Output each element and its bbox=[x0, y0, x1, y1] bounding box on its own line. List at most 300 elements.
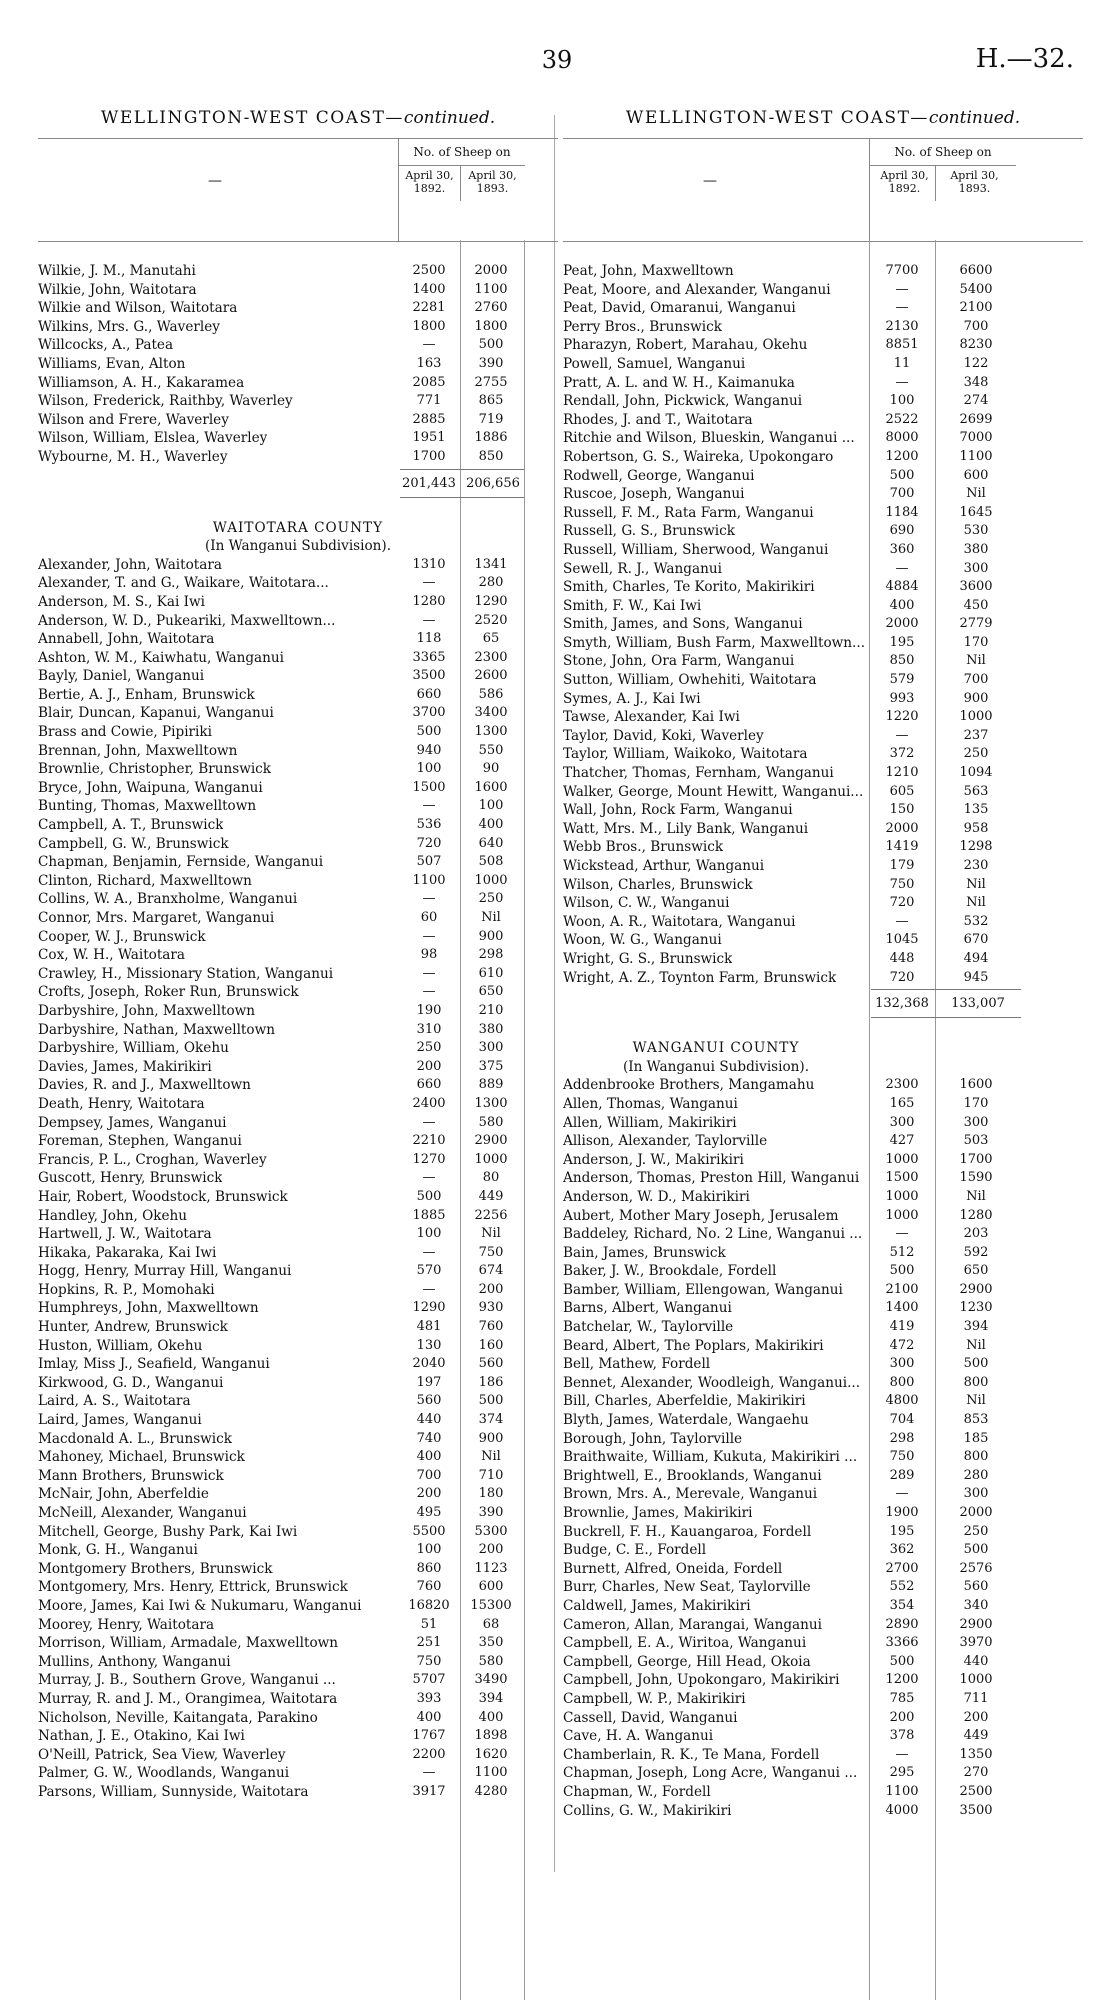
sheep-count-1893: 3500 bbox=[959, 1802, 993, 1818]
table-row bbox=[563, 1392, 1083, 1411]
table-row bbox=[38, 1188, 558, 1207]
owner-name: Mann Brothers, Brunswick bbox=[38, 1467, 224, 1484]
sheep-count-1893: 449 bbox=[963, 1728, 989, 1744]
sheep-count-1893: 1600 bbox=[474, 779, 508, 795]
sheep-count-1892: — bbox=[422, 798, 436, 814]
sheep-count-1893: 170 bbox=[963, 1095, 989, 1111]
owner-name: Brownlie, Christopher, Brunswick bbox=[38, 761, 272, 778]
owner-name: Cooper, W. J., Brunswick bbox=[38, 928, 206, 945]
table-row bbox=[38, 1467, 558, 1486]
sheep-count-1893: 500 bbox=[478, 1393, 504, 1409]
table-row bbox=[563, 634, 1083, 653]
table-row bbox=[38, 318, 558, 337]
table-row bbox=[38, 1076, 558, 1095]
sheep-count-1892: — bbox=[895, 560, 909, 576]
sheep-count-1892: 100 bbox=[889, 393, 915, 409]
sheep-count-1893: 2100 bbox=[959, 300, 993, 316]
sheep-count-1893: Nil bbox=[966, 895, 986, 911]
left-header-col1: April 30, 1892. bbox=[405, 169, 454, 195]
owner-name: Alexander, John, Waitotara bbox=[38, 556, 222, 573]
owner-name: Thatcher, Thomas, Fernham, Wanganui bbox=[563, 765, 834, 782]
right-subtotal-rule-bottom bbox=[871, 1017, 1021, 1018]
sheep-count-1893: 210 bbox=[478, 1002, 504, 1018]
left-table-header bbox=[38, 138, 558, 242]
sheep-count-1893: 274 bbox=[963, 393, 989, 409]
sheep-count-1892: 2130 bbox=[885, 318, 919, 334]
table-row bbox=[38, 1727, 558, 1746]
table-row bbox=[38, 1392, 558, 1411]
left-county-subdivision: (In Wanganui Subdivision). bbox=[204, 538, 392, 555]
owner-name: Dempsey, James, Wanganui bbox=[38, 1114, 227, 1131]
sheep-count-1892: 195 bbox=[889, 634, 915, 650]
sheep-count-1893: 2000 bbox=[474, 263, 508, 278]
sheep-count-1892: 2885 bbox=[412, 411, 446, 427]
table-row bbox=[563, 671, 1083, 690]
owner-name: Cameron, Allan, Marangai, Wanganui bbox=[563, 1616, 823, 1633]
owner-name: Buckrell, F. H., Kauangaroa, Fordell bbox=[563, 1523, 812, 1540]
table-row bbox=[563, 931, 1083, 950]
sheep-count-1893: 865 bbox=[478, 393, 504, 409]
sheep-count-1892: 800 bbox=[889, 1374, 915, 1390]
sheep-count-1893: 945 bbox=[963, 969, 989, 985]
owner-name: Smyth, William, Bush Farm, Maxwelltown... bbox=[563, 634, 866, 651]
sheep-count-1893: 170 bbox=[963, 634, 989, 650]
sheep-count-1893: 560 bbox=[478, 1356, 504, 1372]
table-row bbox=[563, 950, 1083, 969]
sheep-count-1893: 80 bbox=[482, 1170, 500, 1186]
sheep-count-1893: 508 bbox=[478, 854, 504, 870]
table-row bbox=[563, 1337, 1083, 1356]
left-section-heading: WELLINGTON-WEST COAST—continued. bbox=[100, 108, 496, 128]
sheep-count-1892: 372 bbox=[889, 746, 915, 762]
sheep-count-1893: Nil bbox=[966, 876, 986, 892]
sheep-count-1893: 298 bbox=[478, 947, 504, 963]
table-row bbox=[38, 872, 558, 891]
sheep-count-1893: 900 bbox=[478, 1430, 504, 1446]
left-header-col2: April 30, 1893. bbox=[468, 169, 517, 195]
sheep-count-1893: 2900 bbox=[474, 1133, 508, 1149]
owner-name: Woon, W. G., Wanganui bbox=[563, 932, 722, 949]
owner-name: Blyth, James, Waterdale, Wangaehu bbox=[563, 1412, 809, 1429]
table-row bbox=[563, 411, 1083, 430]
sheep-count-1892: 850 bbox=[889, 653, 915, 669]
owner-name: Cassell, David, Wanganui bbox=[563, 1709, 738, 1726]
owner-name: Darbyshire, William, Okehu bbox=[38, 1040, 229, 1057]
sheep-count-1893: 586 bbox=[478, 686, 504, 702]
owner-name: Robertson, G. S., Waireka, Upokongaro bbox=[563, 448, 834, 465]
table-row bbox=[563, 336, 1083, 355]
table-row bbox=[563, 1225, 1083, 1244]
sheep-count-1892: 8851 bbox=[885, 337, 919, 353]
sheep-count-1893: 550 bbox=[478, 742, 504, 758]
owner-name: Smith, James, and Sons, Wanganui bbox=[563, 616, 803, 633]
sheep-count-1892: 1400 bbox=[885, 1300, 919, 1316]
sheep-count-1892: 300 bbox=[889, 1356, 915, 1372]
table-row bbox=[563, 560, 1083, 579]
owner-name: Humphreys, John, Maxwelltown bbox=[38, 1300, 259, 1317]
table-row bbox=[563, 1188, 1083, 1207]
table-row bbox=[563, 1076, 1083, 1095]
sheep-count-1892: — bbox=[895, 913, 909, 929]
sheep-count-1892: 495 bbox=[416, 1505, 442, 1520]
table-row bbox=[563, 1411, 1083, 1430]
table-row bbox=[38, 890, 558, 909]
sheep-count-1892: 197 bbox=[416, 1374, 442, 1390]
sheep-count-1893: 1094 bbox=[959, 765, 993, 781]
owner-name: Francis, P. L., Croghan, Waverley bbox=[38, 1151, 267, 1168]
owner-name: Brightwell, E., Brooklands, Wanganui bbox=[563, 1467, 822, 1484]
sheep-count-1892: 130 bbox=[416, 1337, 442, 1353]
owner-name: Collins, G. W., Makirikiri bbox=[563, 1802, 732, 1819]
sheep-count-1892: 660 bbox=[416, 1077, 442, 1093]
owner-name: Anderson, M. S., Kai Iwi bbox=[38, 593, 206, 610]
sheep-count-1892: — bbox=[895, 281, 909, 297]
sheep-count-1893: 65 bbox=[482, 631, 500, 647]
sheep-count-1893: 592 bbox=[963, 1244, 989, 1260]
sheep-count-1892: 690 bbox=[889, 523, 915, 539]
owner-name: Imlay, Miss J., Seafield, Wanganui bbox=[38, 1356, 270, 1373]
right-subtotal-1893: 133,007 bbox=[951, 996, 1005, 1012]
table-row bbox=[563, 1727, 1083, 1746]
sheep-count-1892: 720 bbox=[416, 835, 442, 851]
sheep-count-1892: 4800 bbox=[885, 1393, 919, 1409]
sheep-count-1892: 2200 bbox=[412, 1746, 446, 1762]
owner-name: Brass and Cowie, Pipiriki bbox=[38, 724, 212, 741]
sheep-count-1893: 719 bbox=[478, 411, 504, 427]
sheep-count-1893: 1280 bbox=[959, 1207, 993, 1223]
sheep-count-1893: 900 bbox=[478, 928, 504, 944]
sheep-count-1893: 230 bbox=[963, 858, 989, 873]
table-row bbox=[38, 983, 558, 1002]
sheep-count-1893: 380 bbox=[963, 541, 989, 557]
sheep-count-1893: 710 bbox=[478, 1467, 504, 1483]
sheep-count-1892: 500 bbox=[889, 1263, 915, 1279]
sheep-count-1892: 60 bbox=[420, 910, 438, 925]
table-row bbox=[38, 1709, 558, 1728]
sheep-count-1892: — bbox=[422, 891, 436, 907]
sheep-count-1893: 1350 bbox=[959, 1746, 993, 1762]
sheep-count-1893: 1620 bbox=[474, 1746, 508, 1762]
sheep-count-1893: 1100 bbox=[959, 448, 993, 464]
sheep-count-1892: 1045 bbox=[885, 932, 919, 948]
sheep-count-1893: 580 bbox=[478, 1114, 504, 1130]
owner-name: Borough, John, Taylorville bbox=[563, 1430, 743, 1447]
owner-name: Bill, Charles, Aberfeldie, Makirikiri bbox=[563, 1393, 806, 1410]
sheep-count-1893: 3490 bbox=[474, 1672, 508, 1688]
sheep-count-1893: 1100 bbox=[474, 281, 508, 297]
table-row bbox=[563, 913, 1083, 932]
sheep-count-1892: 1800 bbox=[412, 318, 446, 334]
sheep-count-1892: 993 bbox=[889, 690, 915, 706]
table-row bbox=[563, 429, 1083, 448]
sheep-count-1893: 503 bbox=[963, 1133, 989, 1149]
table-row bbox=[563, 1616, 1083, 1635]
owner-name: Allen, William, Makirikiri bbox=[563, 1114, 737, 1131]
sheep-count-1893: 1290 bbox=[474, 593, 508, 609]
sheep-count-1892: 1500 bbox=[885, 1170, 919, 1186]
sheep-count-1893: Nil bbox=[966, 486, 986, 502]
table-row bbox=[38, 1337, 558, 1356]
sheep-count-1893: 400 bbox=[478, 1709, 504, 1725]
sheep-count-1892: — bbox=[895, 1226, 909, 1242]
sheep-count-1892: — bbox=[422, 1244, 436, 1260]
sheep-count-1892: 150 bbox=[889, 802, 915, 818]
owner-name: Anderson, W. D., Makirikiri bbox=[563, 1188, 750, 1205]
table-row bbox=[563, 1448, 1083, 1467]
table-row bbox=[38, 1541, 558, 1560]
owner-name: Chapman, Benjamin, Fernside, Wanganui bbox=[38, 854, 324, 871]
owner-name: Wickstead, Arthur, Wanganui bbox=[563, 858, 765, 874]
sheep-count-1893: 2520 bbox=[474, 612, 508, 628]
left-column bbox=[38, 108, 558, 1802]
table-row bbox=[563, 1653, 1083, 1672]
sheep-count-1893: 1300 bbox=[474, 1095, 508, 1111]
owner-name: Rhodes, J. and T., Waitotara bbox=[563, 411, 753, 428]
owner-name: Cox, W. H., Waitotara bbox=[38, 947, 186, 964]
table-row bbox=[38, 835, 558, 854]
table-row bbox=[563, 541, 1083, 560]
table-row bbox=[38, 1448, 558, 1467]
owner-name: Crofts, Joseph, Roker Run, Brunswick bbox=[38, 984, 299, 1001]
table-row bbox=[38, 1262, 558, 1281]
owner-name: Barns, Albert, Wanganui bbox=[563, 1300, 732, 1317]
owner-name: Chapman, Joseph, Long Acre, Wanganui ... bbox=[563, 1765, 858, 1782]
table-row bbox=[38, 1374, 558, 1393]
sheep-count-1893: 530 bbox=[963, 523, 989, 539]
sheep-count-1893: 670 bbox=[963, 932, 989, 948]
table-row bbox=[563, 894, 1083, 913]
owner-name: Morrison, William, Armadale, Maxwelltown bbox=[38, 1635, 339, 1652]
owner-name: Peat, John, Maxwelltown bbox=[563, 263, 734, 279]
sheep-count-1893: 270 bbox=[963, 1765, 989, 1781]
sheep-count-1893: 1886 bbox=[474, 430, 508, 446]
table-row bbox=[563, 318, 1083, 337]
sheep-count-1892: — bbox=[422, 965, 436, 981]
owner-name: Hopkins, R. P., Momohaki bbox=[38, 1281, 215, 1298]
owner-name: Campbell, A. T., Brunswick bbox=[38, 817, 224, 834]
owner-name: Murray, R. and J. M., Orangimea, Waitotara bbox=[38, 1690, 338, 1707]
owner-name: Moorey, Henry, Waitotara bbox=[38, 1616, 215, 1633]
owner-name: Wybourne, M. H., Waverley bbox=[38, 448, 228, 465]
sheep-count-1893: 250 bbox=[963, 1523, 989, 1539]
owner-name: Sewell, R. J., Wanganui bbox=[563, 560, 722, 577]
table-row bbox=[38, 686, 558, 705]
left-county-heading bbox=[38, 519, 558, 556]
sheep-count-1893: 563 bbox=[963, 783, 989, 799]
sheep-count-1892: 1290 bbox=[412, 1300, 446, 1316]
sheep-count-1892: 16820 bbox=[408, 1597, 450, 1613]
owner-name: Pratt, A. L. and W. H., Kaimanuka bbox=[563, 374, 795, 391]
table-row bbox=[38, 1244, 558, 1263]
sheep-count-1893: 400 bbox=[478, 817, 504, 833]
sheep-count-1892: 1885 bbox=[412, 1207, 446, 1223]
sheep-count-1893: 2600 bbox=[474, 668, 508, 684]
sheep-count-1892: 1700 bbox=[412, 448, 446, 464]
sheep-count-1893: 3400 bbox=[474, 705, 508, 721]
owner-name: Wilkie, J. M., Manutahi bbox=[38, 263, 196, 279]
table-row bbox=[38, 1039, 558, 1058]
sheep-count-1893: 958 bbox=[963, 820, 989, 836]
table-row bbox=[38, 1690, 558, 1709]
sheep-count-1892: 1184 bbox=[885, 504, 919, 520]
sheep-count-1892: 200 bbox=[416, 1486, 442, 1502]
table-row bbox=[38, 1764, 558, 1783]
table-row bbox=[563, 1671, 1083, 1690]
sheep-count-1893: 2000 bbox=[959, 1505, 993, 1520]
left-subtotal-rule-bottom bbox=[400, 497, 524, 498]
sheep-count-1892: 512 bbox=[889, 1244, 915, 1260]
owner-name: Wilkie, John, Waitotara bbox=[38, 281, 197, 298]
sheep-count-1892: 118 bbox=[416, 631, 442, 647]
table-row bbox=[563, 392, 1083, 411]
owner-name: Taylor, David, Koki, Waverley bbox=[563, 727, 764, 744]
table-row bbox=[38, 1653, 558, 1672]
owner-name: Wilson, Frederick, Raithby, Waverley bbox=[38, 393, 293, 410]
sheep-count-1893: 650 bbox=[963, 1263, 989, 1279]
sheep-count-1892: 940 bbox=[416, 742, 442, 758]
sheep-count-1892: 500 bbox=[416, 724, 442, 740]
right-subtotal-row bbox=[563, 987, 1083, 1025]
owner-name: Ruscoe, Joseph, Wanganui bbox=[563, 486, 745, 503]
table-row bbox=[38, 281, 558, 300]
sheep-count-1892: 1100 bbox=[885, 1783, 919, 1799]
owner-name: Mitchell, George, Bushy Park, Kai Iwi bbox=[38, 1523, 298, 1540]
sheep-count-1893: 560 bbox=[963, 1579, 989, 1595]
owner-name: Woon, A. R., Waitotara, Wanganui bbox=[563, 913, 796, 930]
owner-name: Campbell, W. P., Makirikiri bbox=[563, 1690, 746, 1707]
table-row bbox=[38, 374, 558, 393]
sheep-count-1892: 310 bbox=[416, 1021, 442, 1037]
table-row bbox=[38, 928, 558, 947]
right-column bbox=[563, 108, 1083, 1820]
owner-name: Hartwell, J. W., Waitotara bbox=[38, 1226, 212, 1243]
owner-name: Wilkie and Wilson, Waitotara bbox=[38, 300, 238, 317]
table-row bbox=[38, 1523, 558, 1542]
sheep-count-1893: 237 bbox=[963, 727, 989, 743]
table-row bbox=[38, 1318, 558, 1337]
table-row bbox=[38, 1058, 558, 1077]
owner-name: Nathan, J. E., Otakino, Kai Iwi bbox=[38, 1728, 245, 1745]
owner-name: Williamson, A. H., Kakaramea bbox=[38, 374, 245, 391]
right-county-heading bbox=[563, 1039, 869, 1076]
sheep-count-1892: 289 bbox=[889, 1467, 915, 1483]
sheep-count-1893: 2900 bbox=[959, 1281, 993, 1297]
table-row bbox=[38, 1671, 558, 1690]
sheep-count-1892: 1280 bbox=[412, 593, 446, 609]
owner-name: McNeill, Alexander, Wanganui bbox=[38, 1505, 247, 1521]
table-row bbox=[563, 355, 1083, 374]
sheep-count-1893: 160 bbox=[478, 1337, 504, 1353]
owner-name: Beard, Albert, The Poplars, Makirikiri bbox=[563, 1337, 824, 1354]
sheep-count-1893: 1800 bbox=[474, 318, 508, 334]
sheep-count-1892: 507 bbox=[416, 854, 442, 870]
right-table-block-2 bbox=[563, 1076, 1083, 1820]
sheep-count-1892: 354 bbox=[889, 1597, 915, 1613]
table-row bbox=[563, 578, 1083, 597]
owner-name: Bain, James, Brunswick bbox=[563, 1244, 726, 1261]
sheep-count-1892: 7700 bbox=[885, 263, 919, 278]
owner-name: Webb Bros., Brunswick bbox=[563, 839, 724, 856]
owner-name: Ashton, W. M., Kaiwhatu, Wanganui bbox=[38, 649, 284, 666]
sheep-count-1893: 5300 bbox=[474, 1523, 508, 1539]
sheep-count-1893: 374 bbox=[478, 1412, 504, 1428]
table-row bbox=[38, 593, 558, 612]
sheep-count-1893: 135 bbox=[963, 802, 989, 818]
table-row bbox=[38, 1560, 558, 1579]
sheep-count-1892: 298 bbox=[889, 1430, 915, 1446]
sheep-count-1892: 3366 bbox=[885, 1635, 919, 1651]
table-row bbox=[563, 1132, 1083, 1151]
table-row bbox=[38, 1169, 558, 1188]
owner-name: Wilson, Charles, Brunswick bbox=[563, 876, 753, 893]
owner-name: Monk, G. H., Wanganui bbox=[38, 1542, 198, 1559]
left-table-block-2 bbox=[38, 556, 558, 1802]
sheep-count-1892: 100 bbox=[416, 761, 442, 777]
table-row bbox=[38, 1430, 558, 1449]
sheep-count-1892: 570 bbox=[416, 1263, 442, 1279]
table-row bbox=[563, 1262, 1083, 1281]
owner-name: Smith, Charles, Te Korito, Makirikiri bbox=[563, 579, 815, 596]
sheep-count-1893: 380 bbox=[478, 1021, 504, 1037]
table-row bbox=[38, 556, 558, 575]
owner-name: McNair, John, Aberfeldie bbox=[38, 1486, 209, 1503]
table-row bbox=[563, 1169, 1083, 1188]
sheep-count-1893: 5400 bbox=[959, 281, 993, 297]
owner-name: Bennet, Alexander, Woodleigh, Wanganui... bbox=[563, 1374, 861, 1391]
table-row bbox=[563, 1802, 1083, 1821]
owner-name: Wilkins, Mrs. G., Waverley bbox=[38, 318, 220, 335]
sheep-count-1892: 362 bbox=[889, 1542, 915, 1558]
sheep-count-1892: 179 bbox=[889, 858, 915, 873]
right-header-col1: April 30, 1892. bbox=[880, 169, 929, 195]
sheep-count-1892: 2400 bbox=[412, 1095, 446, 1111]
sheep-count-1892: — bbox=[422, 575, 436, 591]
sheep-count-1892: — bbox=[895, 1746, 909, 1762]
sheep-count-1893: 900 bbox=[963, 690, 989, 706]
sheep-count-1893: Nil bbox=[966, 1337, 986, 1353]
owner-name: Hogg, Henry, Murray Hill, Wanganui bbox=[38, 1263, 292, 1280]
owner-name: Palmer, G. W., Woodlands, Wanganui bbox=[38, 1765, 290, 1782]
sheep-count-1892: 2085 bbox=[412, 374, 446, 390]
owner-name: Death, Henry, Waitotara bbox=[38, 1095, 205, 1112]
table-row bbox=[38, 723, 558, 742]
table-row bbox=[38, 336, 558, 355]
sheep-count-1892: 1400 bbox=[412, 281, 446, 297]
table-row bbox=[38, 797, 558, 816]
sheep-count-1893: 280 bbox=[478, 575, 504, 591]
owner-name: Kirkwood, G. D., Wanganui bbox=[38, 1374, 224, 1391]
owner-name: Brownlie, James, Makirikiri bbox=[563, 1505, 753, 1521]
sheep-count-1893: 200 bbox=[478, 1281, 504, 1297]
sheep-count-1893: 449 bbox=[478, 1188, 504, 1204]
sheep-count-1893: 2779 bbox=[959, 616, 993, 632]
sheep-count-1892: 704 bbox=[889, 1412, 915, 1428]
sheep-count-1892: 760 bbox=[416, 1579, 442, 1595]
right-table-block-1 bbox=[563, 262, 1083, 987]
sheep-count-1893: 600 bbox=[963, 467, 989, 483]
sheep-count-1893: 853 bbox=[963, 1412, 989, 1428]
sheep-count-1893: 300 bbox=[963, 1486, 989, 1502]
owner-name: Aubert, Mother Mary Joseph, Jerusalem bbox=[563, 1207, 839, 1224]
owner-name: Baddeley, Richard, No. 2 Line, Wanganui ... bbox=[563, 1226, 863, 1243]
table-row bbox=[563, 857, 1083, 876]
owner-name: Hair, Robert, Woodstock, Brunswick bbox=[38, 1188, 288, 1205]
table-row bbox=[38, 1299, 558, 1318]
owner-name: O'Neill, Patrick, Sea View, Waverley bbox=[38, 1746, 286, 1763]
right-section-heading: WELLINGTON-WEST COAST—continued. bbox=[625, 108, 1021, 128]
owner-name: Davies, R. and J., Maxwelltown bbox=[38, 1077, 251, 1094]
owner-name: Murray, J. B., Southern Grove, Wanganui ... bbox=[38, 1672, 336, 1689]
